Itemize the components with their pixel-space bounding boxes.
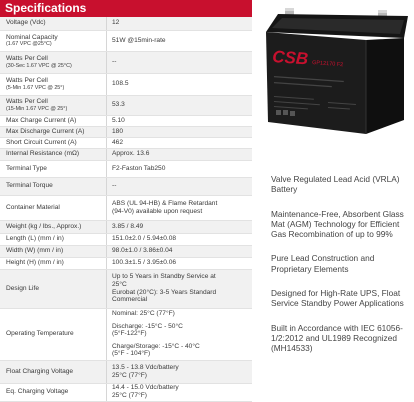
feature-list [271, 174, 412, 366]
spec-value: Nominal: 25°C (77°F) Discharge: -15°C - 50°C (5°F-122°F) Charge/Storage: -15°C - 40°C (5°F - 104°F) [107, 308, 253, 360]
spec-label: Terminal Type [0, 160, 107, 177]
spec-value: 108.5 [107, 73, 253, 95]
battery-model-label: GP12170 F2 [311, 60, 344, 69]
spec-row [0, 30, 252, 51]
specifications-table [0, 17, 252, 402]
spec-value: 13.5 - 13.8 Vdc/battery 25°C (77°F) [107, 360, 253, 383]
spec-value: 462 [107, 137, 253, 148]
spec-row [0, 160, 252, 177]
spec-label: Height (H) (mm / in) [0, 257, 107, 269]
spec-label: Design Life [0, 269, 107, 308]
spec-label: Watts Per Cell (30-Sec 1.67 VPC @ 25°C) [0, 51, 107, 73]
terminal-right-tab [378, 10, 387, 13]
spec-value: -- [107, 177, 253, 195]
spec-label: Voltage (Vdc) [0, 17, 107, 30]
feature-item: Pure Lead Construction and Proprietary Elements [271, 253, 375, 274]
battery-brand-logo: CSB [271, 47, 309, 69]
warning-icon [283, 110, 288, 115]
spec-label: Width (W) (mm / in) [0, 245, 107, 257]
spec-label: Nominal Capacity (1.67 VPC @25°C) [0, 30, 107, 51]
spec-row [0, 233, 252, 245]
spec-label: Operating Temperature [0, 308, 107, 360]
spec-label: Float Charging Voltage [0, 360, 107, 383]
spec-row [0, 308, 252, 360]
spec-value: F2-Faston Tab250 [107, 160, 253, 177]
feature-item: Built in Accordance with IEC 61056-1/2:2012 and UL1989 Recognized (MH14533) [271, 322, 403, 354]
spec-row [0, 177, 252, 195]
spec-value: Up to 5 Years in Standby Service at 25°C Eurobat (20°C): 3-5 Years Standard Commercial [107, 269, 253, 308]
spec-label: Weight (kg / lbs., Approx.) [0, 220, 107, 233]
spec-label: Internal Resistance (mΩ) [0, 148, 107, 160]
spec-row [0, 126, 252, 137]
spec-label: Watts Per Cell (15-Min 1.67 VPC @ 25°) [0, 95, 107, 115]
battery-product-image [258, 2, 414, 152]
spec-value: -- [107, 51, 253, 73]
spec-value: 14.4 - 15.0 Vdc/battery 25°C (77°F) [107, 383, 253, 401]
spec-value: 3.85 / 8.49 [107, 220, 253, 233]
spec-value: 53.3 [107, 95, 253, 115]
spec-row [0, 195, 252, 220]
spec-label: Max Discharge Current (A) [0, 126, 107, 137]
spec-row [0, 257, 252, 269]
spec-label: Terminal Torque [0, 177, 107, 195]
spec-row [0, 220, 252, 233]
spec-row [0, 115, 252, 126]
spec-label: Watts Per Cell (5-Min 1.67 VPC @ 25°) [0, 73, 107, 95]
spec-value: 51W @15min-rate [107, 30, 253, 51]
spec-value: Approx. 13.6 [107, 148, 253, 160]
spec-row [0, 360, 252, 383]
feature-item: Maintenance-Free, Absorbent Glass Mat (AGM) Technology for Efficient Gas Recombination of up to 99% [271, 208, 404, 240]
spec-row [0, 383, 252, 401]
spec-value: 100.3±1.5 / 3.95±0.06 [107, 257, 253, 269]
feature-item: Valve Regulated Lead Acid (VRLA) Battery [271, 174, 400, 195]
bin-icon [290, 111, 295, 116]
spec-row [0, 17, 252, 30]
spec-row [0, 51, 252, 73]
spec-row [0, 269, 252, 308]
terminal-left-tab [285, 8, 294, 11]
feature-item: Designed for High-Rate UPS, Float Service Standby Power Applications [271, 288, 404, 309]
spec-row [0, 73, 252, 95]
spec-label: Container Material [0, 195, 107, 220]
spec-row [0, 137, 252, 148]
spec-label: Short Circuit Current (A) [0, 137, 107, 148]
recycle-icon [276, 110, 281, 115]
spec-label: Eq. Charging Voltage [0, 383, 107, 401]
spec-value: 98.0±1.0 / 3.86±0.04 [107, 245, 253, 257]
spec-label: Max Charge Current (A) [0, 115, 107, 126]
spec-value: 5.10 [107, 115, 253, 126]
specifications-header: Specifications [0, 0, 252, 17]
spec-label: Length (L) (mm / in) [0, 233, 107, 245]
spec-value: 180 [107, 126, 253, 137]
spec-value: 151.0±2.0 / 5.94±0.08 [107, 233, 253, 245]
spec-value: 12 [107, 17, 253, 30]
battery-side [366, 38, 404, 134]
spec-value: ABS (UL 94-HB) & Flame Retardant (94-V0) available upon request [107, 195, 253, 220]
spec-row [0, 245, 252, 257]
spec-row [0, 95, 252, 115]
spec-row [0, 148, 252, 160]
